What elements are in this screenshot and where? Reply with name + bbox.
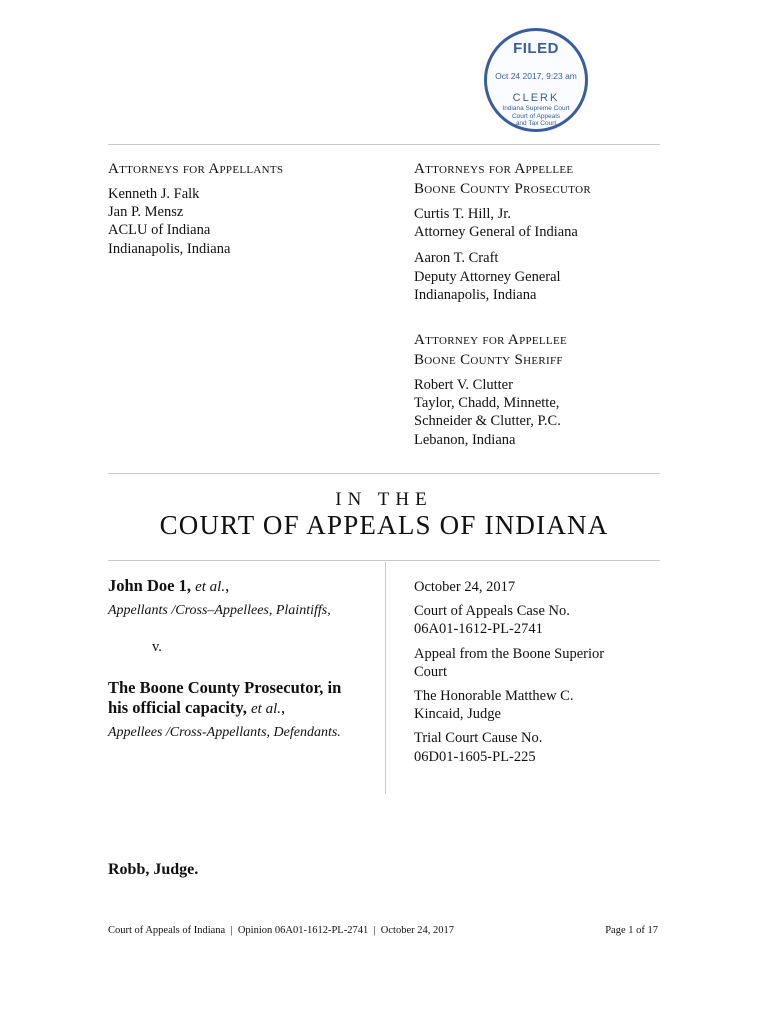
rule-above-court xyxy=(108,473,660,474)
stamp-datetime: Oct 24 2017, 9:23 am xyxy=(495,71,577,81)
page-number: Page 1 of 17 xyxy=(605,925,658,936)
plaintiff-role: Appellants /Cross–Appellees, Plaintiffs, xyxy=(108,603,331,618)
court-prefix: IN THE xyxy=(335,489,433,510)
decision-date: October 24, 2017 xyxy=(414,579,516,595)
footer-citation: Court of Appeals of Indiana | Opinion 06A01-1612-PL-2741 | October 24, 2017 xyxy=(108,925,454,936)
case-caption xyxy=(108,576,378,741)
appellee-sheriff-heading: Attorney for Appellee Boone County Sheriff xyxy=(414,332,567,368)
filed-stamp xyxy=(484,28,588,132)
caption-divider xyxy=(385,562,386,794)
top-rule xyxy=(108,144,660,145)
appeals-case-number: Court of Appeals Case No. 06A01-1612-PL-2741 xyxy=(414,603,570,638)
appellants-attorneys-heading: Attorneys for Appellants xyxy=(108,161,284,177)
stamp-status: FILED xyxy=(513,40,559,57)
court-title: COURT OF APPEALS OF INDIANA xyxy=(159,510,609,540)
appellee-sheriff-attorney xyxy=(414,330,664,449)
stamp-courts: Indiana Supreme Court Court of Appeals and Tax Court xyxy=(502,105,570,127)
appellee-prosecutor-group-2: Aaron T. Craft Deputy Attorney General Indianapolis, Indiana xyxy=(414,250,561,303)
case-info xyxy=(414,578,664,766)
defendant-name: The Boone County Prosecutor, in his official capacity, et al., xyxy=(108,678,342,717)
opinion-author: Robb, Judge. xyxy=(108,861,199,878)
trial-court-cause-number: Trial Court Cause No. 06D01-1605-PL-225 xyxy=(414,730,543,765)
appellee-prosecutor-heading: Attorneys for Appellee Boone County Prosecutor xyxy=(414,161,591,197)
appellee-prosecutor-group-1: Curtis T. Hill, Jr. Attorney General of Indiana xyxy=(414,206,578,241)
appellants-attorneys-list: Kenneth J. Falk Jan P. Mensz ACLU of Indiana Indianapolis, Indiana xyxy=(108,186,231,257)
appellee-prosecutor-attorneys xyxy=(414,159,664,304)
appellee-sheriff-list: Robert V. Clutter Taylor, Chadd, Minnette, Schneider & Clutter, P.C. Lebanon, Indiana xyxy=(414,377,561,448)
defendant-role: Appellees /Cross-Appellants, Defendants. xyxy=(108,725,341,740)
versus: v. xyxy=(152,639,162,655)
trial-judge: The Honorable Matthew C. Kincaid, Judge xyxy=(414,688,574,723)
rule-below-court xyxy=(108,560,660,561)
plaintiff-name: John Doe 1, et al., xyxy=(108,576,230,595)
appellants-attorneys xyxy=(108,159,368,258)
stamp-clerk: CLERK xyxy=(512,92,560,104)
appeal-from: Appeal from the Boone Superior Court xyxy=(414,645,605,680)
